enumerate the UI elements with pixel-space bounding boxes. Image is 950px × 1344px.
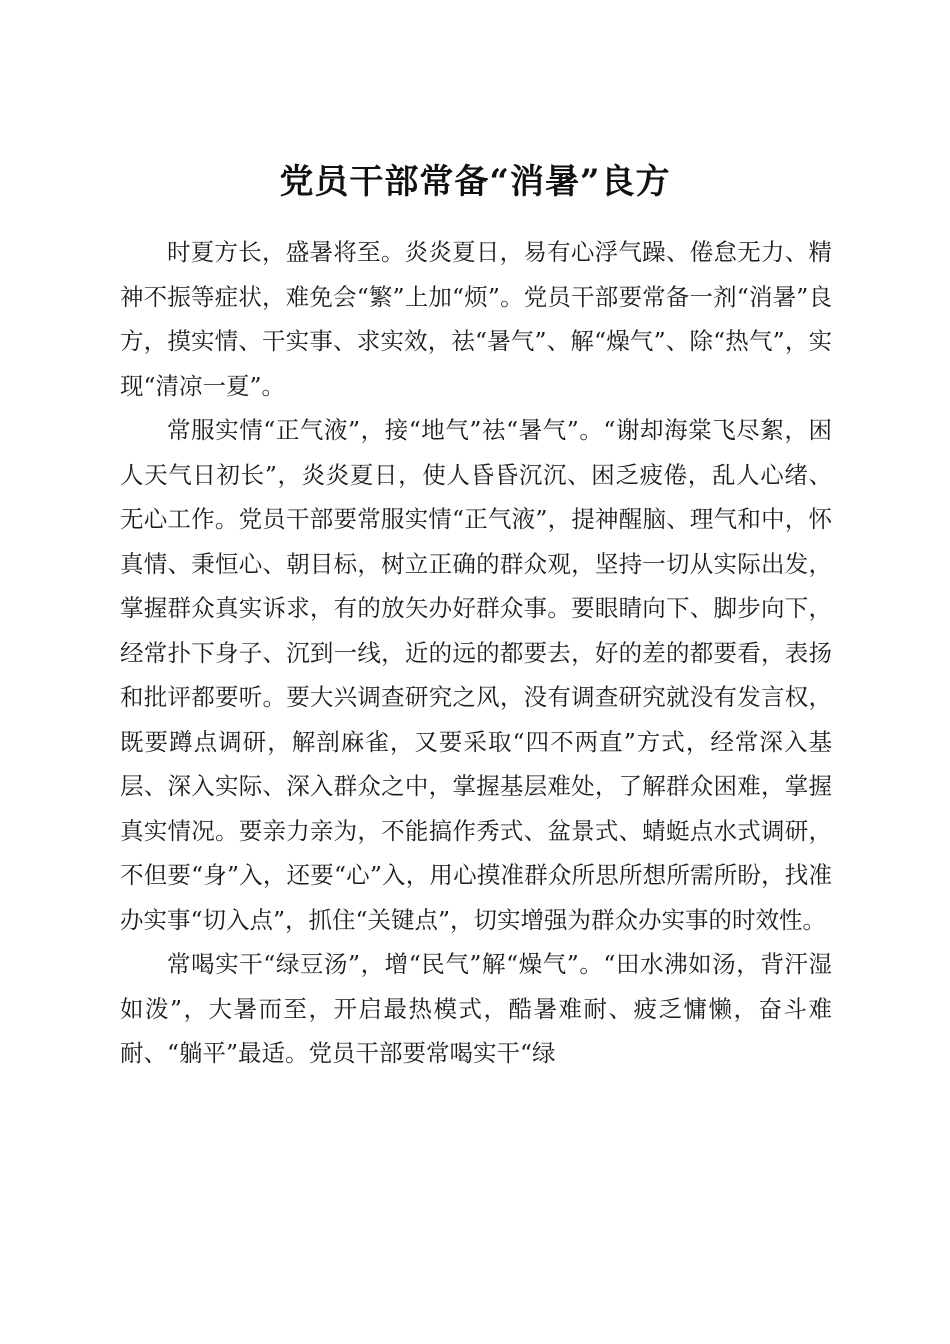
article-body xyxy=(120,230,832,1076)
page-title: 党员干部常备“消暑”良方 xyxy=(279,161,671,202)
paragraph-intro: 时夏方长，盛暑将至。炎炎夏日，易有心浮气躁、倦怠无力、精神不振等症状，难免会“繁”上加“烦”。党员干部要常备一剂“消暑”良方，摸实情、干实事、求实效，祛“暑气”、解“燥气”、除“热气”，实现“清凉一夏”。 xyxy=(120,238,832,400)
paragraph-reality: 常服实情“正气液”，接“地气”祛“暑气”。“谢却海棠飞尽絮，困人天气日初长”，炎炎夏日，使人昏昏沉沉、困乏疲倦，乱人心绪、无心工作。党员干部要常服实情“正气液”，提神醒脑、理气和中，怀真情、秉恒心、朝目标，树立正确的群众观，坚持一切从实际出发，掌握群众真实诉求，有的放矢办好群众事。要眼睛向下、脚步向下，经常扑下身子、沉到一线，近的远的都要去，好的差的都要看，表扬和批评都要听。要大兴调查研究之风，没有调查研究就没有发言权，既要蹲点调研，解剖麻雀，又要采取“四不两直”方式，经常深入基层、深入实际、深入群众之中，掌握基层难处，了解群众困难，掌握真实情况。要亲力亲为，不能搞作秀式、盆景式、蜻蜓点水式调研，不但要“身”入，还要“心”入，用心摸准群众所思所想所需所盼，找准办实事“切入点”，抓住“关键点”，切实增强为群众办实事的时效性。 xyxy=(120,416,832,934)
paragraph-action: 常喝实干“绿豆汤”，增“民气”解“燥气”。“田水沸如汤，背汗湿如泼”，大暑而至，开启最热模式，酷暑难耐、疲乏慵懒，奋斗难耐、“躺平”最适。党员干部要常喝实干“绿 xyxy=(120,950,832,1067)
